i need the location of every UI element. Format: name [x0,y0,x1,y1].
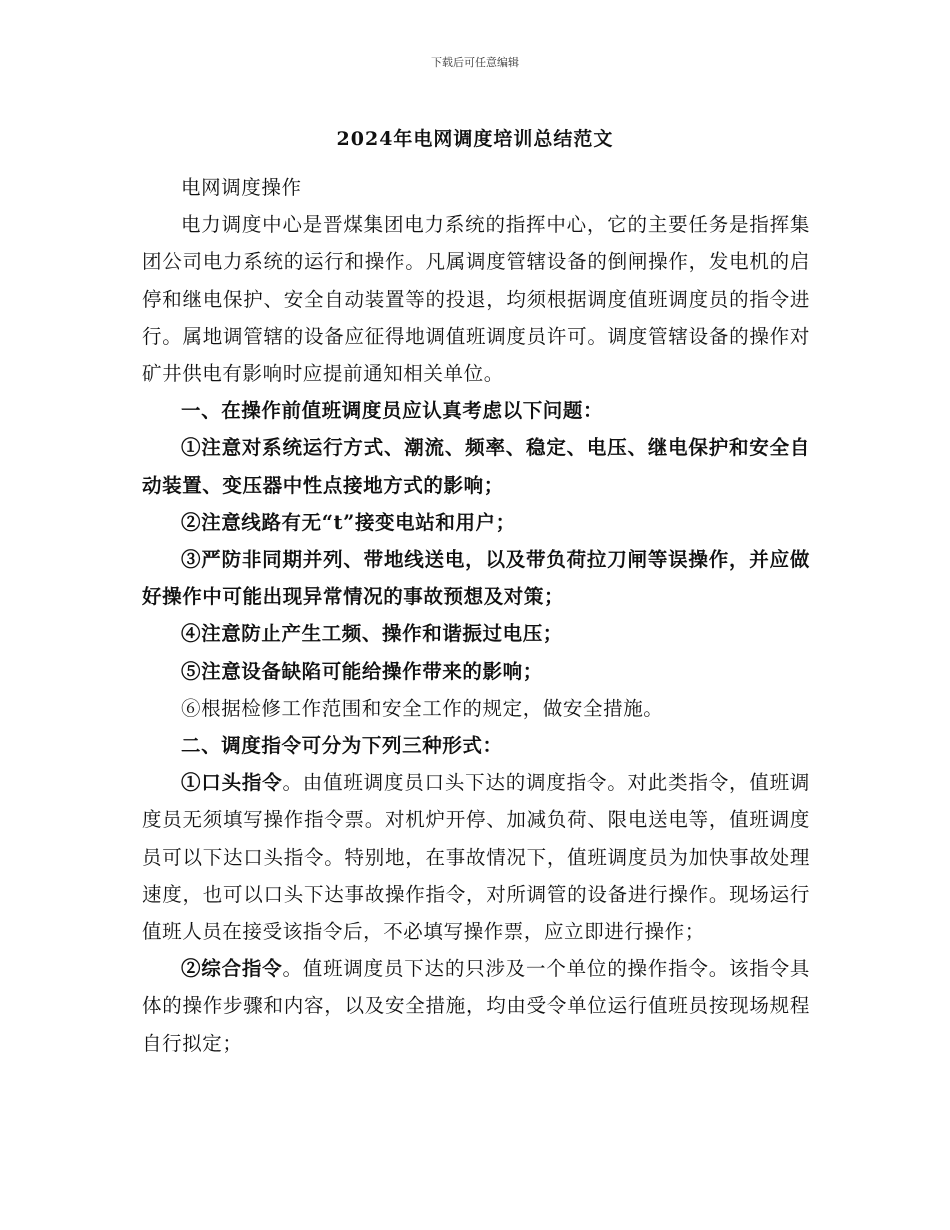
document-body [142,169,810,1062]
section1-item-5: ⑤注意设备缺陷可能给操作带来的影响； [181,659,543,683]
section-subtitle: 电网调度操作 [181,176,302,199]
section2-heading: 二、调度指令可分为下列三种形式： [181,734,503,758]
section1-item-1: ①注意对系统运行方式、潮流、频率、稳定、电压、继电保护和安全自动装置、变压器中性点接地方式的影响； [142,436,810,497]
section2-item-2-text: 。值班调度员下达的只涉及一个单位的操作指令。该指令具体的操作步骤和内容，以及安全措施，均由受令单位运行值班员按现场规程自行拟定； [142,957,810,1055]
intro-paragraph: 电力调度中心是晋煤集团电力系统的指挥中心，它的主要任务是指挥集团公司电力系统的运行和操作。凡属调度管辖设备的倒闸操作，发电机的启停和继电保护、安全自动装置等的投退，均须根据调度值班调度员的指令进行。属地调管辖的设备应征得地调值班调度员许可。调度管辖设备的操作对矿井供电有影响时应提前通知相关单位。 [142,213,810,386]
section2-item-1-text: 。由值班调度员口头下达的调度指令。对此类指令，值班调度员无须填写操作指令票。对机炉开停、加减负荷、限电送电等，值班调度员可以下达口头指令。特别地，在事故情况下，值班调度员为加快事故处理速度，也可以口头下达事故操作指令，对所调管的设备进行操作。现场运行值班人员在接受该指令后，不必填写操作票，应立即进行操作； [142,771,810,944]
section1-item-3: ③严防非同期并列、带地线送电，以及带负荷拉刀闸等误操作，并应做好操作中可能出现异常情况的事故预想及对策； [142,548,810,609]
header-note: 下载后可任意编辑 [431,56,519,69]
section1-item-2: ②注意线路有无“t”接变电站和用户； [181,510,516,534]
section1-heading: 一、在操作前值班调度员应认真考虑以下问题： [181,399,604,423]
section2-item-1 [142,764,810,950]
section2-item-2-label: ②综合指令 [181,957,283,981]
section1-item-4: ④注意防止产生工频、操作和谐振过电压； [181,622,563,646]
document-title: 2024年电网调度培训总结范文 [336,128,614,150]
section2-item-1-label: ①口头指令 [181,771,283,795]
section1-item-6: ⑥根据检修工作范围和安全工作的规定，做安全措施。 [181,696,664,720]
section2-item-2 [142,950,810,1062]
